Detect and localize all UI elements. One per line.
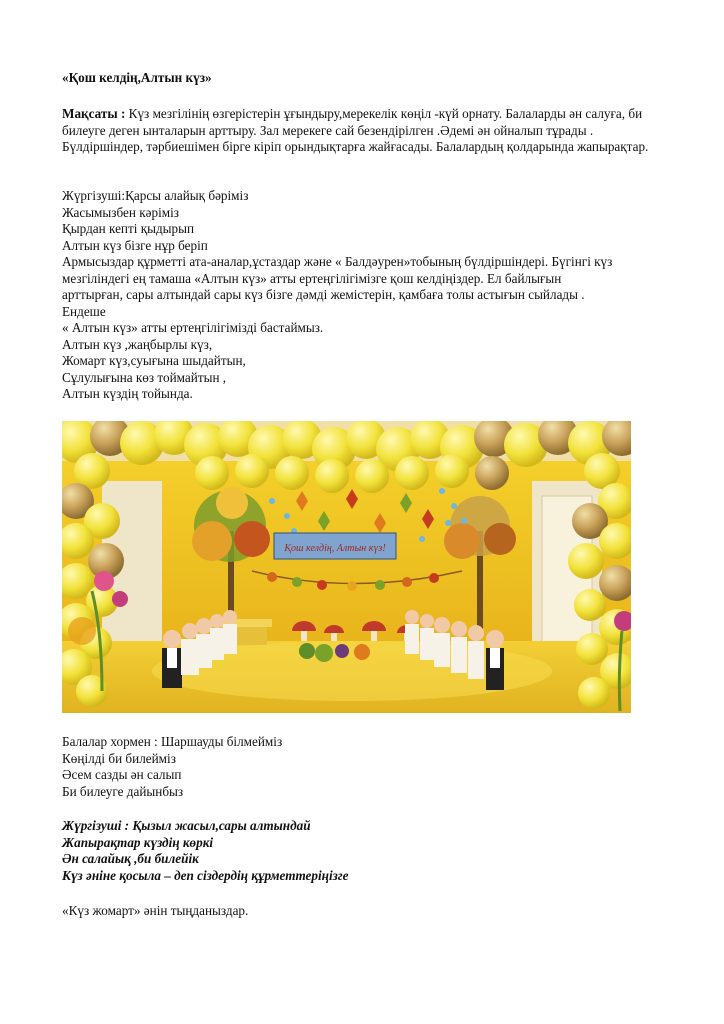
host-line: Жүргізуші : Қызыл жасыл,сары алтындай [62, 818, 311, 833]
host-line: Жапырақтар күздің көркі [62, 834, 214, 850]
chorus-section [62, 734, 672, 800]
intro-line: Жомарт күз,суығына шыдайтын, [62, 353, 246, 368]
chorus-line: Балалар хормен : Шаршауды білмейміз [62, 734, 283, 749]
purpose-text: Күз мезгілінің өзгерістерін ұғындыру,мерекелік көңіл -күй орнату. Балаларды ән салуға, би билеуге деген ынталарын арттыру. Зал мерекеге сай безендірілген .Әдемі ән ойналып тұрады . Бүлдіршіндер, тәрбиешімен бірге кіріп орындықтарға жайғасады. Балалардың қолдарында жапырақтар. [62, 106, 649, 154]
intro-line: Алтын күз ,жаңбырлы күз, [62, 336, 213, 352]
purpose-label: Мақсаты : [62, 106, 126, 121]
chorus-line: Көңілді би билейміз [62, 750, 176, 766]
intro-line: арттырған, сары алтындай сары күз бізге дәмді жемістерін, қамбаға толы астығын сыйлады . [62, 287, 585, 302]
song-announcement: «Күз жомарт» әнін тыңданыздар. [62, 903, 249, 918]
event-photo [62, 421, 631, 713]
host-section [62, 818, 672, 884]
intro-line: Алтын күздің тойында. [62, 386, 193, 401]
intro-line: Алтын күз бізге нұр беріп [62, 237, 208, 253]
event-photo-illustration [62, 421, 631, 713]
intro-line: Қырдан кепті қыдырып [62, 221, 195, 236]
chorus-line: Әсем сазды ән салып [62, 767, 182, 782]
intro-line: Сұлулығына көз тоймайтын , [62, 369, 227, 385]
banner-text: Қош келдің, Алтын күз! [284, 543, 386, 554]
intro-line: Ендеше [62, 303, 106, 319]
purpose-paragraph [62, 106, 672, 156]
intro-line: Жасымызбен кәріміз [62, 204, 179, 220]
intro-line: Жүргізуші:Қарсы алайық бәріміз [62, 188, 249, 203]
intro-line: мезгіліндегі ең тамаша «Алтын күз» атты ертеңгілігімізге қош келдіңіздер. Ел байлығын [62, 270, 562, 286]
host-line: Күз әніне қосыла – деп сіздердің құрметтеріңізге [62, 867, 349, 883]
intro-line: Армысыздар құрметті ата-аналар,ұстаздар және « Балдәурен»тобының бүлдіршіндері. Бүгінгі күз [62, 254, 613, 269]
intro-section [62, 188, 672, 403]
chorus-line: Би билеуге дайынбыз [62, 783, 184, 799]
intro-line: « Алтын күз» атты ертеңгілігімізді бастаймыз. [62, 320, 324, 335]
host-line: Ән салайық ,би билейік [62, 851, 199, 866]
document-title: «Қош келдің,Алтын күз» [62, 70, 212, 85]
event-banner [274, 533, 396, 559]
